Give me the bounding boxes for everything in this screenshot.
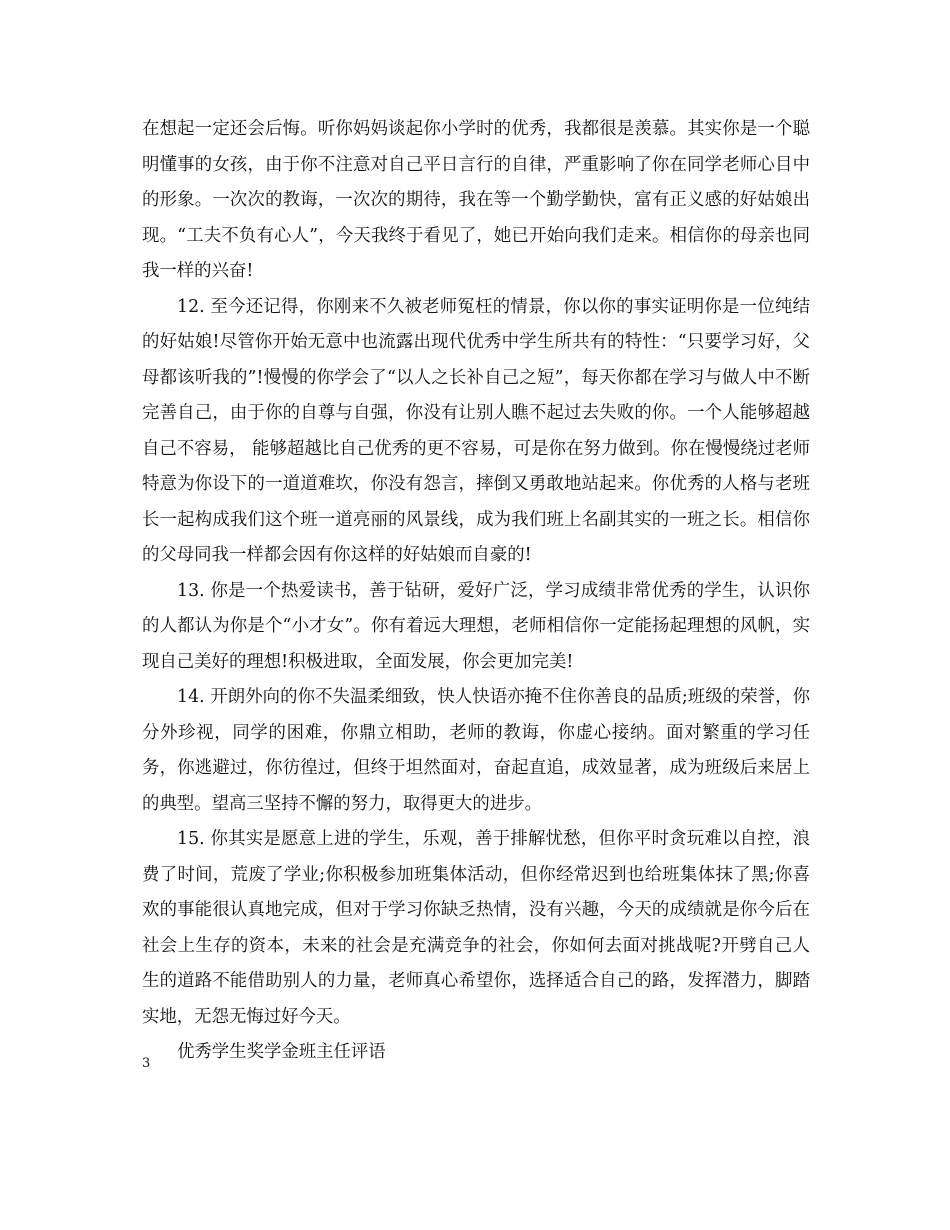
paragraph-text: 开朗外向的你不失温柔细致，快人快语亦掩不住你善良的品质;班级的荣誉，你分外珍视，同学的困难，你鼎立相助，老师的教诲，你虚心接纳。面对繁重的学习任务，你逃避过，你彷徨过，但终于坦然面对，奋起直追，成效显著，成为班级后来居上的典型。望高三坚持不懈的努力，取得更大的进步。 xyxy=(142,687,810,814)
paragraph-14 xyxy=(142,680,810,822)
paragraph-13 xyxy=(142,574,810,681)
paragraph-continuation xyxy=(142,112,810,290)
paragraph-15 xyxy=(142,822,810,1035)
paragraph-number: 12. xyxy=(177,296,205,317)
paragraph-number: 13. xyxy=(177,580,205,601)
paragraph-number: 14. xyxy=(177,687,205,707)
paragraph-text: 你是一个热爱读书，善于钻研，爱好广泛，学习成绩非常优秀的学生，认识你的人都认为你是个“小才女”。你有着远大理想，老师相信你一定能扬起理想的风帆，实现自己美好的理想!积极进取，全面发展，你会更加完美! xyxy=(142,580,810,672)
paragraph-number: 15. xyxy=(177,829,205,849)
document-body xyxy=(142,112,810,1071)
paragraph-text: 你其实是愿意上进的学生，乐观，善于排解忧愁，但你平时贪玩难以自控，浪费了时间，荒废了学业;你积极参加班集体活动，但你经常迟到也给班集体抹了黑;你喜欢的事能很认真地完成，但对于学习你缺乏热情，没有兴趣，今天的成绩就是你今后在社会上生存的资本，未来的社会是充满竞争的社会，你如何去面对挑战呢?开劈自己人生的道路不能借助别人的力量，老师真心希望你，选择适合自己的路，发挥潜力，脚踏实地，无怨无悔过好今天。 xyxy=(142,829,810,1027)
paragraph-12 xyxy=(142,290,810,574)
page-number: 3 xyxy=(142,1056,151,1071)
paragraph-text: 至今还记得，你刚来不久被老师冤枉的情景，你以你的事实证明你是一位纯结的好姑娘!尽管你开始无意中也流露出现代优秀中学生所共有的特性：“只要学习好，父母都该听我的”!慢慢的你学会了“以人之长补自己之短”，每天你都在学习与做人中不断完善自己，由于你的自尊与自强，你没有让别人瞧不起过去失败的你。一个人能够超越自己不容易， 能够超越比自己优秀的更不容易，可是你在努力做到。你在慢慢绕过老师特意为你设下的一道道难坎，你没有怨言，摔倒又勇敢地站起来。你优秀的人格与老班长一起构成我们这个班一道亮丽的风景线，成为我们班上名副其实的一班之长。相信你的父母同我一样都会因有你这样的好姑娘而自豪的! xyxy=(142,296,810,565)
section-heading: 优秀学生奖学金班主任评语 xyxy=(177,1042,386,1062)
paragraph-text: 在想起一定还会后悔。听你妈妈谈起你小学时的优秀，我都很是羡慕。其实你是一个聪明懂事的女孩，由于你不注意对自己平日言行的自律，严重影响了你在同学老师心目中的形象。一次次的教诲，一次次的期待，我在等一个勤学勤快，富有正义感的好姑娘出现。“工夫不负有心人”，今天我终于看见了，她已开始向我们走来。相信你的母亲也同我一样的兴奋! xyxy=(142,119,810,281)
